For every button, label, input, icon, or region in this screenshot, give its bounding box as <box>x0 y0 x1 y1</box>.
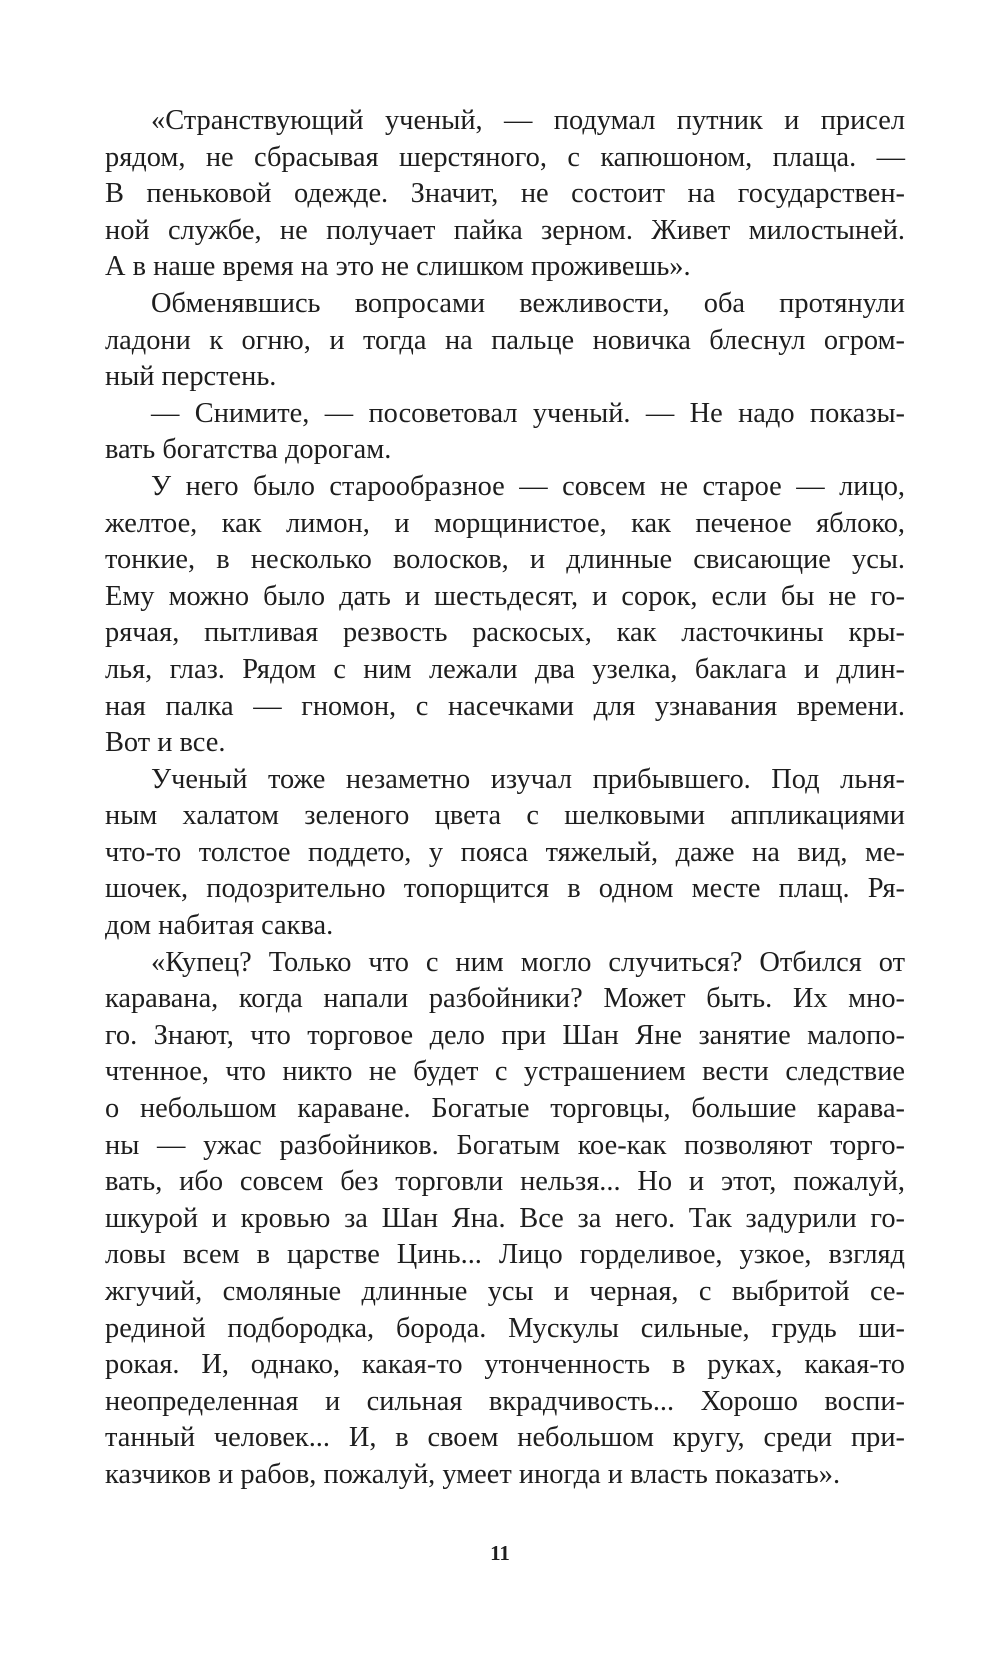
paragraph <box>105 286 905 396</box>
paragraph <box>105 762 905 945</box>
text-line: казчиков и рабов, пожалуй, умеет иногда и власть показать». <box>105 1458 841 1490</box>
text-line: о небольшом караване. Богатые торговцы, большие карава- <box>105 1093 905 1125</box>
text-line: вать богатства дорогам. <box>105 434 392 466</box>
text-line: «Купец? Только что с ним могло случиться? Отбился от <box>151 946 905 978</box>
text-line: А в наше время на это не слишком проживешь». <box>105 251 691 283</box>
text-line: что-то толстое поддето, у пояса тяжелый, даже на вид, ме- <box>105 836 905 868</box>
text-line: ным халатом зеленого цвета с шелковыми аппликациями <box>105 800 905 832</box>
text-line: рячая, пытливая резвость раскосых, как ласточкины кры- <box>105 617 905 649</box>
text-line: рединой подбородка, борода. Мускулы сильные, грудь ши- <box>105 1312 905 1344</box>
text-line: желтое, как лимон, и морщинистое, как печеное яблоко, <box>105 507 905 539</box>
paragraph <box>105 103 905 286</box>
text-line: рядом, не сбрасывая шерстяного, с капюшоном, плаща. — <box>105 141 905 173</box>
text-line: танный человек... И, в своем небольшом кругу, среди при- <box>105 1422 905 1454</box>
text-line: шкурой и кровью за Шан Яна. Все за него. Так задурили го- <box>105 1202 905 1234</box>
text-line: У него было старообразное — совсем не старое — лицо, <box>151 470 905 502</box>
text-line: ный перстень. <box>105 361 277 393</box>
paragraph <box>105 469 905 762</box>
text-line: «Странствующий ученый, — подумал путник и присел <box>151 105 905 136</box>
text-line: ладони к огню, и тогда на пальце новичка блеснул огром- <box>105 324 905 356</box>
text-line: — Снимите, — посоветовал ученый. — Не надо показы- <box>151 397 905 429</box>
text-line: вать, ибо совсем без торговли нельзя... Но и этот, пожалуй, <box>105 1166 905 1198</box>
text-line: Вот и все. <box>105 727 226 759</box>
text-line: каравана, когда напали разбойники? Может быть. Их мно- <box>105 983 905 1015</box>
text-line: ная палка — гномон, с насечками для узнавания времени. <box>105 690 905 722</box>
text-line: Обменявшись вопросами вежливости, оба протянули <box>151 287 905 319</box>
text-line: Ему можно было дать и шестьдесят, и сорок, если бы не го- <box>105 580 905 612</box>
text-line: лья, глаз. Рядом с ним лежали два узелка, баклага и длин- <box>105 653 905 685</box>
text-line: ны — ужас разбойников. Богатым кое-как позволяют торго- <box>105 1129 905 1161</box>
text-line: ловы всем в царстве Цинь... Лицо горделивое, узкое, взгляд <box>105 1239 905 1271</box>
text-line: Ученый тоже незаметно изучал прибывшего. Под льня- <box>151 763 905 795</box>
page-number: 11 <box>490 1541 510 1565</box>
text-line: чтенное, что никто не будет с устрашением вести следствие <box>105 1056 905 1088</box>
paragraph <box>105 396 905 469</box>
text-line: дом набитая саква. <box>105 910 334 942</box>
text-line: рокая. И, однако, какая-то утонченность в руках, какая-то <box>105 1349 905 1381</box>
text-line: шочек, подозрительно топорщится в одном месте плащ. Ря- <box>105 873 905 905</box>
body-text <box>105 103 905 1494</box>
text-line: жгучий, смоляные длинные усы и черная, с выбритой се- <box>105 1276 905 1307</box>
text-line: неопределенная и сильная вкрадчивость... Хорошо воспи- <box>105 1385 905 1417</box>
paragraph <box>105 945 905 1494</box>
text-line: В пеньковой одежде. Значит, не состоит на государствен- <box>105 178 905 210</box>
text-line: тонкие, в несколько волосков, и длинные свисающие усы. <box>105 544 905 576</box>
text-line: го. Знают, что торговое дело при Шан Яне занятие малопо- <box>105 1019 905 1051</box>
text-line: ной службе, не получает пайка зерном. Живет милостыней. <box>105 214 905 246</box>
